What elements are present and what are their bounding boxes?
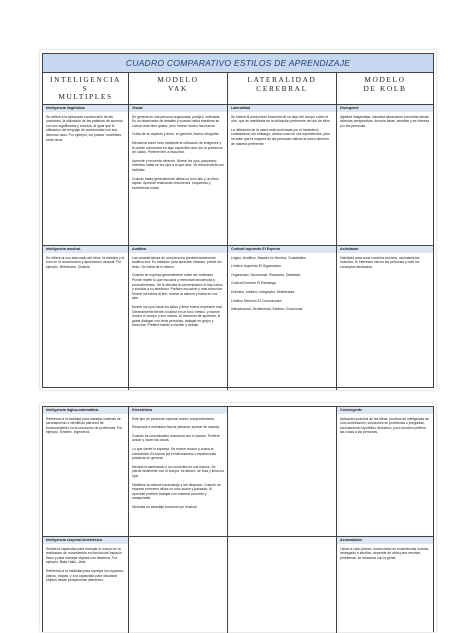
cell-inteligencia bbox=[43, 407, 129, 536]
cell-text: Refiriendo a la habilidad para manejar los espacios, planos, mapas, y a la capacidad para visualizar objetos desde perspectivas diferentes. bbox=[46, 568, 124, 583]
cell-vak bbox=[129, 246, 228, 390]
cell-vak bbox=[129, 407, 228, 536]
cell-vak bbox=[129, 537, 228, 633]
cell-text: Se refiere al predominio funcional de un lado del cuerpo sobre el otro, que se manifiesta en la utilización preferente de uno de ellos. bbox=[231, 114, 331, 124]
cell-text: Aplicación práctica de las ideas, pruebas de inteligencia de una combinación, soluciones en problemas o preguntas, razonamiento hipotético deductivo, poco emotivo prefiere las cosas a las personas. bbox=[340, 416, 429, 435]
header-inteligencias: INTELIGENCIA S MULTIPLES bbox=[43, 73, 129, 104]
page-2 bbox=[40, 403, 436, 632]
cell-text: La utilización de la mano está controlada por el hemisferio contralateral; sin embargo, ambos usan en sus equivalentes, pero se sabe que la mayoría de las personas utilizan la mano derecha de manera preferente. bbox=[231, 127, 331, 146]
cell-kolb bbox=[337, 105, 433, 245]
cell-head: Divergente bbox=[337, 105, 433, 112]
cell-text: Cuando es comunicativo reacciona con el cuerpo. Prefiere actuar y hacer las cosas. bbox=[132, 433, 220, 443]
table-row bbox=[43, 407, 433, 537]
cell-head: Auditiva bbox=[129, 246, 227, 253]
cell-kolb bbox=[337, 246, 433, 390]
cell-text: Holístico, Intuitivo, Integrador, Sintetizador. bbox=[231, 289, 296, 294]
page-1 bbox=[40, 50, 436, 390]
cell-lateralidad bbox=[228, 537, 337, 633]
cell-text: Las características de una persona predominantemente auditiva son: Es hablador para aprender idiomas, puede ser lento. Se habla de sí mismo. bbox=[132, 255, 222, 269]
cell-lateralidad bbox=[228, 105, 337, 245]
cell-text: Lógico, Analítico, Basado en Hechos, Cuantitativo bbox=[231, 255, 307, 260]
table-row bbox=[43, 105, 433, 246]
cell-text: Se refiere a la adecuada construcción de las oraciones, la utilización de las palabras de acuerdo con sus significados y sonidos, al igual que la utilización del lenguaje de conformidad con sus diversos usos. Por ejemplo, los poetas, novelistas, entre otros. bbox=[46, 114, 123, 142]
cell-text: Interpersonal, Sentimental, Estético, Emocional. bbox=[231, 307, 304, 312]
cell-text: Memoriza sobre todo mediante la utilización de imágenes y le puede concentrar en algo específico aún con la presencia de ruidos. Prefiere leer a escuchar. bbox=[132, 140, 223, 155]
comparison-table bbox=[42, 53, 434, 388]
table-row bbox=[43, 246, 433, 390]
cell-head: Kinestésica bbox=[129, 407, 227, 414]
cell-text: Aprende y recuerda mirando. Mueve los ojos, parpadea; mientras habla ve los ojos a lo que dice. Se desconcierta con facilidad. bbox=[132, 158, 224, 172]
header-kolb: MODELO DE KOLB bbox=[363, 75, 407, 93]
cell-kolb bbox=[337, 537, 433, 633]
cell-text: Cuando se expresa generalmente suele ser ordenado. Puede repetir lo que escucha y memoriza secuencias y procedimientos. Se le dificulta la concentración si hay ruidos y sonidos a su alrededor. Prefiere escuchar y más escuchar. Mueve los labios al leer, mueve la cabeza y habla en voz alta. bbox=[132, 273, 223, 301]
cell-text: Lo que siente lo expresa. Se mueve mucho y busca la comodidad. Es buena (a) en laboratorios o experiencias prácticas en general. bbox=[132, 446, 217, 461]
cell-text: Memoriza caminando y se concentra en sus manos. Se pierde fácilmente con el cuerpo, se aburre, se toca y lleva los ojos. bbox=[132, 464, 224, 478]
cell-text: Cortical Derecho El Estratega bbox=[231, 281, 276, 286]
cell-text: Responde a estímulos físicos (abrazar, apretar de manos). bbox=[132, 425, 221, 430]
cell-text: Señala la capacidad para manejar el cuerpo en la realización de movimientos en función del espacio físico y para manejar objetos con destreza. Por ejemplo, Baila Hallo...Atds. bbox=[46, 546, 122, 565]
cell-text: Este tipo de personas expresa mucho comportamiento. bbox=[132, 416, 216, 421]
cell-text: Organizado, Secuencial, Planeador, Detallado. bbox=[231, 272, 302, 277]
cell-lateralidad bbox=[228, 246, 337, 390]
cell-text: Límbico Derecho El Comunicador bbox=[231, 298, 282, 303]
cell-text: En general es una persona organizada, prolija y ordenada. Es un observador de detalles y cuando habla mantiene su cuerpo más bien quieto, pero mueve mucho las manos. bbox=[132, 114, 221, 128]
table-row bbox=[43, 537, 433, 633]
cell-head: Inteligencia musical. bbox=[43, 246, 128, 253]
cell-text: Habilidad para crear modelos teóricos, razonamiento inductivo, le interesan menos las personas y más los conceptos abstractos. bbox=[340, 255, 420, 269]
cell-head: Lateralidad bbox=[228, 105, 336, 112]
cell-head: Asimilador bbox=[337, 246, 433, 253]
cell-text: Agilidad imaginativa, visualiza situaciones concretas desde diversas perspectivas, formula ideas, sensible y se interesa por las personas. bbox=[340, 114, 430, 128]
cell-head: Acomodador bbox=[337, 537, 433, 544]
cell-text: Mueve los ojos hacia los lados y tiene buena expresión oral. Generalmente tiende a hablar en un tono rítmico, y mueve mucho el cuerpo y sus manos. Al momento de aprender, le gusta dialogar con otras personas, trabajar en grupo y escuchar. Prefiere hablar a escribir y debatir. bbox=[132, 304, 223, 328]
cell-head: Inteligencia lógica-matemática. bbox=[43, 407, 128, 414]
table-title: CUADRO COMPARATIVO ESTILOS DE APRENDIZAJE bbox=[43, 54, 433, 73]
cell-inteligencia bbox=[43, 537, 129, 633]
cell-vak bbox=[129, 105, 228, 245]
header-lateralidad: LATERALIDAD CEREBRAL bbox=[228, 73, 337, 104]
comparison-table-continued bbox=[42, 406, 434, 632]
cell-head: Cortical Izquierdo El Experto bbox=[228, 246, 336, 253]
cell-inteligencia bbox=[43, 105, 129, 245]
cell-kolb bbox=[337, 407, 433, 536]
cell-text: Cuida de su aspecto y tiene, en general, buena ortografía. bbox=[132, 132, 220, 137]
cell-inteligencia bbox=[43, 246, 129, 390]
header-row bbox=[43, 73, 433, 105]
cell-lateralidad bbox=[228, 407, 337, 536]
cell-head: Visual bbox=[129, 105, 227, 112]
header-vak: MODELO VAK bbox=[129, 73, 228, 104]
cell-head: Inteligencia lingüística. bbox=[43, 105, 128, 112]
cell-text: Cuando habla generalmente utiliza un tono alto y un ritmo rápido. Aprende realizando resúmenes, esquemas y escribiendo notas. bbox=[132, 176, 219, 190]
cell-text: Se refiere al uso adecuado del ritmo, la melodía y el tono en la construcción y apreciación musical. Por ejemplo, Beethoven, Chabús. bbox=[46, 255, 125, 269]
cell-text: Mantiene la cabeza hacia abajo y lee despacio. Cuando se expresa entonces utiliza un tono suave y pausado. Al aprender prefiere trabajar con material concreto y manipulable. bbox=[132, 482, 221, 501]
cell-text: Refiriendo a la facilidad para manejar cadenas de razonamiento e identificar patrones de funcionamiento en la resolución de problemas. Por ejemplo, Einstein, ingenieros. bbox=[46, 416, 123, 435]
cell-text: Llevar a cabo planes, involucrarse en experiencias nuevas, arriesgado e intuitivo, depende de otros para resolver problemas, se relaciona con la gente. bbox=[340, 546, 429, 560]
cell-text: Necesita un abordaje funcional y/o musical. bbox=[132, 504, 198, 509]
cell-head: Convergente bbox=[337, 407, 433, 414]
cell-head: Inteligencia corporal-kinestésica. bbox=[43, 537, 128, 544]
cell-text: Límbico Izquierdo El Organizador bbox=[231, 264, 282, 269]
